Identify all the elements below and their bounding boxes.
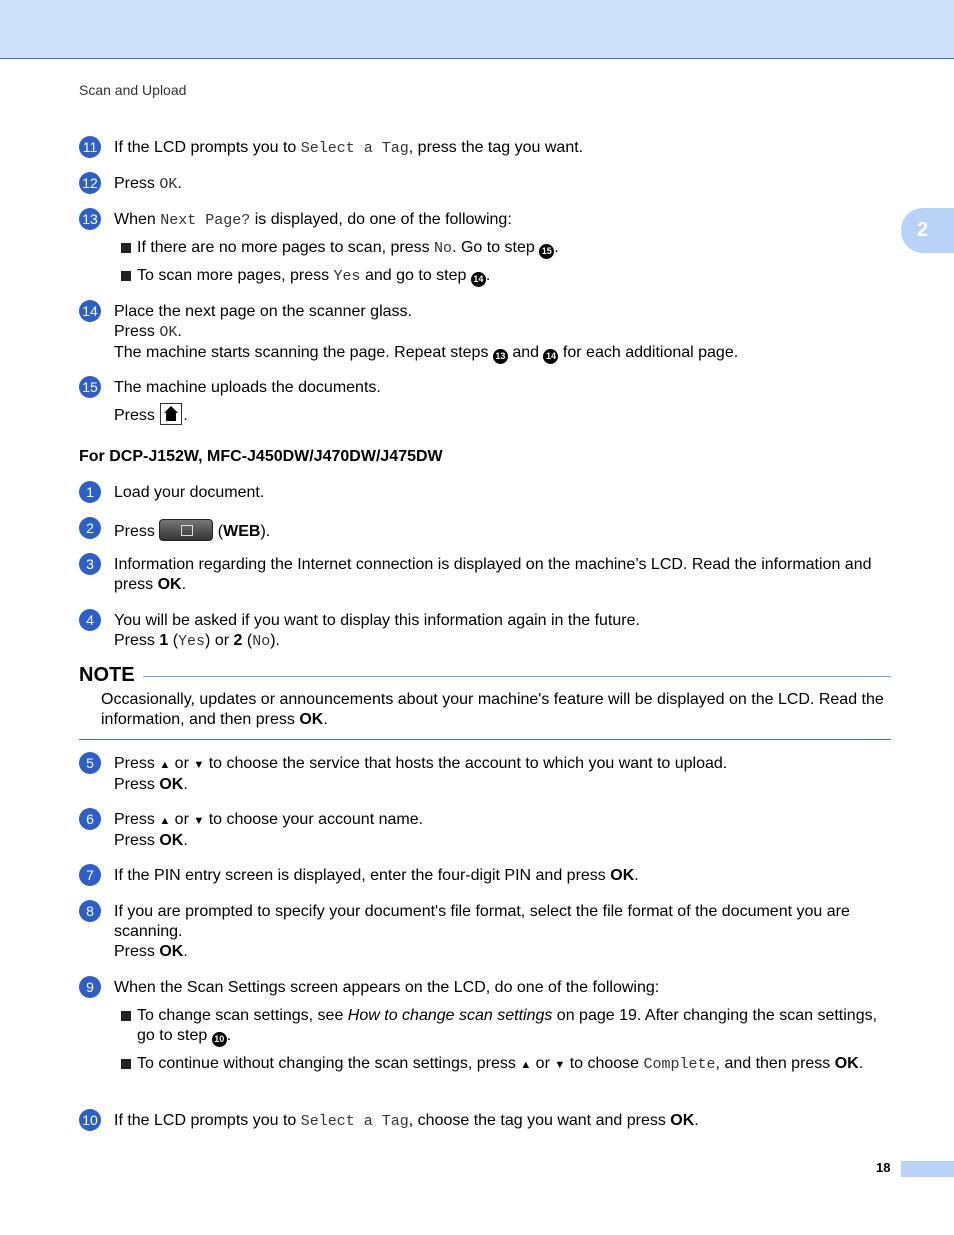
step-text: Load your document. [114, 484, 265, 501]
note-title: NOTE [79, 664, 135, 686]
web-button-icon [159, 519, 213, 541]
bullet-item [121, 1006, 891, 1047]
step-text: . [181, 576, 187, 593]
step-text: The machine uploads the documents. [114, 379, 381, 396]
lcd-text: OK [159, 324, 178, 341]
step-text-bold: OK [670, 1112, 695, 1129]
step-text: . [183, 832, 188, 849]
step-number: 11 [79, 136, 101, 158]
step-number: 10 [79, 1109, 101, 1131]
chapter-tab [901, 208, 954, 253]
step-text: to choose your account name. [204, 811, 424, 828]
step-text: ( [213, 523, 224, 540]
bullet-square-icon [121, 243, 131, 253]
running-head: Scan and Upload [79, 82, 187, 98]
step-text-bold: OK [159, 832, 184, 849]
step-text: . [177, 175, 182, 192]
step-number: 8 [79, 900, 101, 922]
bullet-text: . Go to step [452, 239, 540, 256]
step-text: The machine starts scanning the page. Repeat steps [114, 344, 493, 361]
step-number: 15 [79, 376, 101, 398]
step-8 [79, 902, 891, 962]
step-ref-icon: 15 [539, 244, 554, 259]
step-text: Press [114, 632, 160, 649]
bullet-text: , and then press [715, 1055, 835, 1072]
lcd-text: OK [159, 176, 178, 193]
bullet-text: or [531, 1055, 555, 1072]
step-text: Press [114, 175, 160, 192]
step-text: Information regarding the Internet connection is displayed on the machine’s LCD. Read the information and press [114, 556, 872, 593]
step-number: 2 [79, 517, 101, 539]
step-number: 9 [79, 976, 101, 998]
header-band [0, 0, 954, 59]
step-text-bold: 1 [159, 632, 169, 649]
step-text-bold: 2 [233, 632, 243, 649]
step-text: If you are prompted to specify your document's file format, select the file format of the document you are scanning. [114, 903, 850, 940]
step-text-bold: OK [157, 576, 182, 593]
note-text [101, 690, 891, 730]
step-text: ( [168, 632, 179, 649]
lcd-text: Select a Tag [300, 140, 409, 157]
step-text: is displayed, do one of the following: [250, 211, 512, 228]
bullet-square-icon [121, 1059, 131, 1069]
step-text: When [114, 211, 161, 228]
note-bold: OK [299, 711, 324, 728]
arrow-up-icon: ▲ [159, 815, 171, 827]
lcd-text: Next Page? [160, 212, 251, 229]
section-heading: For DCP-J152W, MFC-J450DW/J470DW/J475DW [79, 448, 443, 465]
step-text-bold: OK [159, 776, 184, 793]
bullet-text: . [485, 267, 491, 284]
step-13 [79, 210, 891, 231]
lcd-text: Yes [333, 268, 361, 285]
step-number: 13 [79, 208, 101, 230]
step-text: . [183, 776, 188, 793]
step-text: ) or [205, 632, 234, 649]
arrow-down-icon: ▼ [554, 1059, 566, 1071]
bullet-item [121, 1054, 891, 1075]
step-text: Press [114, 323, 160, 340]
step-7 [79, 866, 891, 886]
bullet-text: . [226, 1027, 232, 1044]
step-text: . [183, 407, 188, 424]
bullet-text: and go to step [360, 267, 471, 284]
step-text: Press [114, 943, 160, 960]
step-text: and [507, 344, 544, 361]
step-5 [79, 754, 891, 795]
step-text: You will be asked if you want to display this information again in the future. [114, 612, 640, 629]
step-text: ). [270, 632, 280, 649]
step-text: If the LCD prompts you to [114, 139, 301, 156]
step-text: ( [242, 632, 253, 649]
arrow-down-icon: ▼ [193, 815, 205, 827]
bullet-text: . [858, 1055, 864, 1072]
step-text: to choose the service that hosts the account to which you want to upload. [204, 755, 728, 772]
step-text: Place the next page on the scanner glass. [114, 303, 412, 320]
cross-reference-link[interactable]: How to change scan settings [347, 1007, 553, 1024]
step-text-bold: OK [610, 867, 635, 884]
step-text: . [634, 867, 639, 884]
note-body: . [323, 711, 328, 728]
step-text: Press [114, 776, 160, 793]
bullet-square-icon [121, 1011, 131, 1021]
step-1 [79, 483, 891, 503]
step-text: for each additional page. [558, 344, 739, 361]
step-text-bold: WEB [223, 523, 261, 540]
note-bottom-divider [79, 739, 891, 740]
step-number: 3 [79, 553, 101, 575]
note-body: Occasionally, updates or announcements about your machine's feature will be displayed on the LCD. Read the information, and then press [101, 691, 884, 728]
bullet-text: To change scan settings, see [137, 1007, 348, 1024]
home-icon [160, 403, 182, 425]
bullet-text: To scan more pages, press [137, 267, 334, 284]
step-text: . [694, 1112, 699, 1129]
lcd-text: Yes [178, 633, 206, 650]
bullet-text: . [554, 239, 559, 256]
bullet-text-bold: OK [834, 1055, 859, 1072]
step-number: 7 [79, 864, 101, 886]
step-3 [79, 555, 891, 595]
step-10 [79, 1111, 891, 1132]
step-text: ). [260, 523, 271, 540]
bullet-text: If there are no more pages to scan, press [137, 239, 435, 256]
step-text: Press [114, 523, 160, 540]
bullet-text: To continue without changing the scan settings, press [137, 1055, 521, 1072]
step-ref-icon: 13 [493, 349, 508, 364]
step-text: or [170, 811, 194, 828]
step-text: . [183, 943, 188, 960]
step-text: . [177, 323, 182, 340]
step-text: , press the tag you want. [408, 139, 584, 156]
bullet-item [121, 266, 891, 287]
arrow-down-icon: ▼ [193, 759, 205, 771]
step-12 [79, 174, 891, 195]
arrow-up-icon: ▲ [159, 759, 171, 771]
step-2 [79, 519, 891, 542]
arrow-up-icon: ▲ [520, 1059, 532, 1071]
page-number: 18 [876, 1160, 891, 1175]
lcd-text: No [252, 633, 271, 650]
chapter-number: 2 [917, 219, 929, 241]
step-text: Press [114, 755, 160, 772]
step-text: Press [114, 407, 160, 424]
step-number: 6 [79, 808, 101, 830]
step-15 [79, 378, 891, 426]
step-text: If the LCD prompts you to [114, 1112, 301, 1129]
step-14 [79, 302, 891, 364]
step-number: 5 [79, 752, 101, 774]
step-number: 1 [79, 481, 101, 503]
step-ref-icon: 14 [543, 349, 558, 364]
step-text: If the PIN entry screen is displayed, enter the four-digit PIN and press [114, 867, 611, 884]
bullet-item [121, 238, 891, 259]
note-divider [143, 676, 891, 677]
step-ref-icon: 10 [212, 1032, 227, 1047]
step-text: or [170, 755, 194, 772]
step-text: When the Scan Settings screen appears on the LCD, do one of the following: [114, 979, 660, 996]
lcd-text: Complete [643, 1056, 716, 1073]
lcd-text: No [434, 240, 453, 257]
footer-band [901, 1161, 954, 1177]
step-number: 14 [79, 300, 101, 322]
bullet-text: on page 19. After changing the scan settings, go to step [137, 1007, 878, 1044]
step-9 [79, 978, 891, 998]
step-6 [79, 810, 891, 851]
step-text: Press [114, 811, 160, 828]
step-number: 12 [79, 172, 101, 194]
step-text-bold: OK [159, 943, 184, 960]
step-text: Press [114, 832, 160, 849]
bullet-square-icon [121, 271, 131, 281]
lcd-text: Select a Tag [300, 1113, 409, 1130]
step-ref-icon: 14 [471, 272, 486, 287]
step-4 [79, 611, 891, 652]
bullet-text: to choose [565, 1055, 644, 1072]
step-number: 4 [79, 609, 101, 631]
step-text: , choose the tag you want and press [408, 1112, 671, 1129]
step-11 [79, 138, 891, 159]
